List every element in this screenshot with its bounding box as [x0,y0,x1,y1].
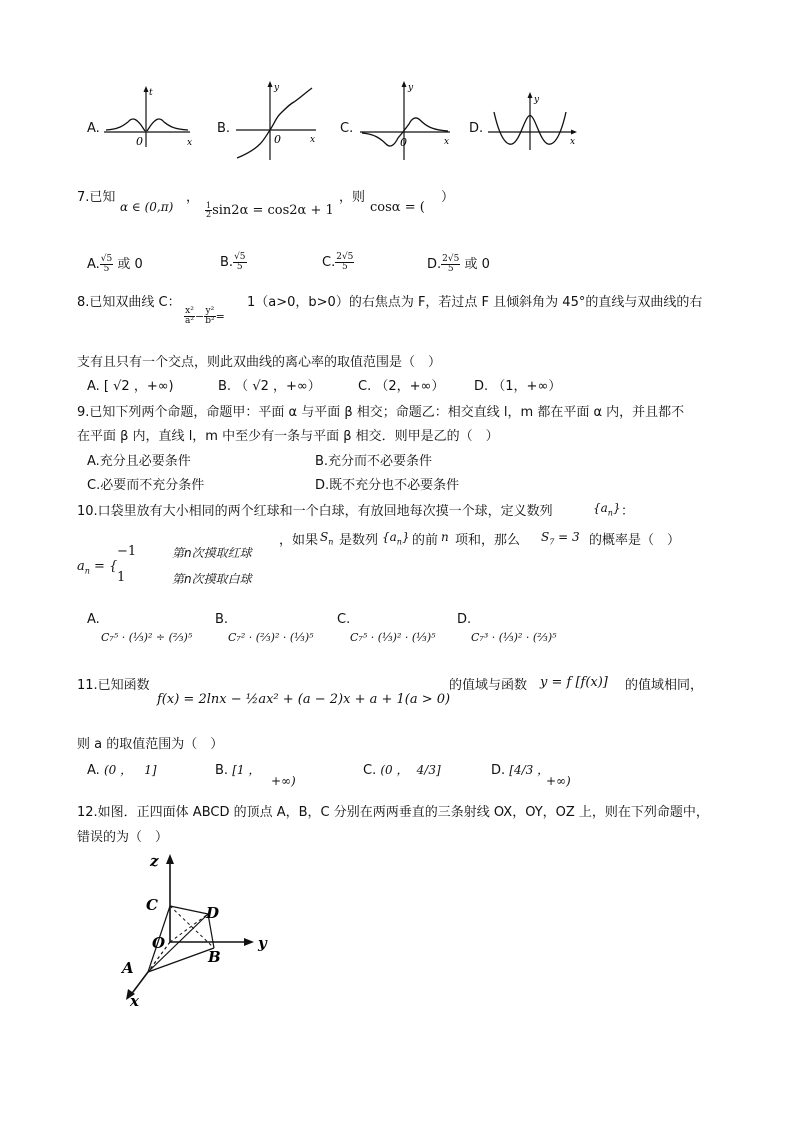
q10-mid: 是数列 [339,533,379,548]
q7-option-d[interactable] [427,253,490,274]
q7-option-d-den: 5 [447,264,454,274]
q7-option-d-label: D. [427,257,442,272]
q11-option-d-label: D. [491,763,506,778]
q9-line1: 9.已知下列两个命题，命题甲：平面 α 与平面 β 相交；命题乙：相交直线 l，m 都在平面 α 内，并且都不 [77,405,685,420]
q12-edge-cd [170,906,208,914]
q6-graph-b-curve [237,88,312,158]
q8-option-b[interactable]: B. （ √2 ，+∞） [218,379,321,394]
q10-option-d-label[interactable]: D. [457,612,472,627]
q6-graph-a-x-label: x [187,138,193,148]
q7-option-b-num: √5 [234,252,246,262]
q12-y-arrow [244,938,254,946]
q6-option-a-label[interactable]: A. [87,121,100,136]
q10-option-a-label[interactable]: A. [87,612,100,627]
q6-graph-d-y-label: y [534,95,540,105]
q10-option-a-expr[interactable]: C₇⁵ · (⅓)² ÷ (⅔)⁵ [101,631,193,644]
q10-option-b-label[interactable]: B. [215,612,229,627]
q7-half-fraction: $\frac{1}{2}$ [206,201,212,219]
q11-end: 的值域相同， [625,678,704,693]
q12-label-b: B [208,948,221,966]
q8-rest: 1（a>0，b>0）的右焦点为 F，若过点 F 且倾斜角为 45°的直线与双曲线的右 [247,295,703,310]
q9-option-c[interactable]: C.必要而不充分条件 [87,478,205,493]
q10-def-lhs: $a_n$ = { [77,559,118,576]
q8-frac-x: $\frac{\text{x²}}{\text{a²}}$ [185,306,194,326]
q12-label-z: z [150,852,159,870]
q7-option-a-label: A. [87,257,100,272]
q8-hyperbola-eq: $\frac{\text{x²}}{\text{a²}}$ − $\frac{\text{y²}}{\text{b²}}$ = [185,306,225,326]
q6-option-b-label[interactable]: B. [217,121,231,136]
q10-option-b-expr[interactable]: C₇² · (⅔)² · (⅓)⁵ [228,631,314,644]
q6-graph-d-x-label: x [570,137,576,147]
q12-label-x: x [130,992,139,1010]
q11-option-b-close: +∞) [271,774,296,788]
q7-option-b-value [233,253,246,272]
q6-graph-c-y-label: y [408,83,414,93]
q7-option-a-num: √5 [100,254,113,264]
q6-graph-b-origin: 0 [274,133,281,146]
q11-option-a[interactable] [87,761,157,778]
q10-option-d-expr[interactable]: C₇³ · (⅓)² · (⅔)⁵ [471,631,557,644]
q8-eq-tail: = [215,310,225,323]
q11-option-c-label: C. [363,763,377,778]
q7-option-d-tail: 或 0 [464,257,490,272]
q11-prefix: 11.已知函数 [77,678,150,693]
q6-graph-a [100,85,196,153]
q8-line2: 支有且只有一个交点，则此双曲线的离心率的取值范围是（ ） [77,355,442,370]
q7-option-c[interactable] [322,253,354,272]
q10-mid2: 的前 [412,533,439,548]
q7-option-b-label: B. [220,255,234,270]
q9-line2: 在平面 β 内，直线 l，m 中至少有一条与平面 β 相交．则甲是乙的（ ） [77,429,499,444]
q7-condition-rest: sin2α = cos2α + 1 [212,203,334,218]
q12-label-o: O [152,934,166,952]
q11-option-a-open: (0 ， [103,763,133,777]
q7-option-a-den: 5 [103,264,110,274]
q7-condition-alpha: α ∈ (0,π) [120,200,174,214]
q6-graph-a-origin: 0 [136,135,143,148]
q7-option-c-label: C. [322,255,336,270]
q11-option-c[interactable] [363,761,441,778]
q11-option-d-open: [4/3 ， [509,763,550,777]
q6-graph-c-x-label: x [444,137,450,147]
q11-mid: 的值域与函数 [449,678,528,693]
q10-case2-value: 1 [117,570,126,585]
q10-sn: $S_n$ [320,530,334,547]
q7-option-b[interactable] [220,253,247,272]
q10-n: n [441,530,449,544]
q10-option-c-expr[interactable]: C₇⁵ · (⅓)² · (⅓)⁵ [350,631,436,644]
q11-composite: y = f [f(x)] [540,675,608,690]
q6-graph-a-curve [106,119,188,131]
q11-function: f(x) = 2lnx − ½ax² + (a − 2)x + a + 1(a > 0) [157,692,451,707]
q6-graph-c [356,80,456,162]
q6-graph-d [486,90,580,152]
q7-option-c-den: 5 [341,262,348,272]
q7-then: ，则 [339,190,366,205]
q10-mid3: 项和，那么 [455,533,521,548]
q12-z-arrow [166,854,174,864]
q11-option-d-close: +∞) [546,774,571,788]
q11-line2: 则 a 的取值范围为（ ） [77,737,224,752]
q8-option-d[interactable]: D. （1，+∞） [474,379,562,394]
q6-option-d-label[interactable]: D. [469,121,484,136]
q7-option-d-value [441,255,460,274]
q10-case2-cond: 第n次摸取白球 [172,572,252,586]
q12-label-d: D [206,904,220,922]
q6-graph-b-y-label: y [274,83,280,93]
q10-line1: 10.口袋里放有大小相同的两个红球和一个白球，有放回地每次摸一个球，定义数列 [77,504,553,519]
q7-option-a[interactable] [87,253,143,274]
q7-option-b-den: 5 [236,262,243,272]
q10-case1-cond: 第n次摸取红球 [172,546,252,560]
q10-seq-ref: $\{a_n\}$ [382,530,410,547]
q7-option-a-tail: 或 0 [117,257,143,272]
q9-option-a[interactable]: A.充分且必要条件 [87,454,191,469]
q8-option-c[interactable]: C. （2，+∞） [358,379,445,394]
q7-paren: ） [441,190,455,205]
q10-option-c-label[interactable]: C. [337,612,351,627]
q7-comma: ， [186,190,200,205]
q12-line2: 错误的为（ ） [77,830,169,845]
q11-option-b[interactable] [215,761,260,778]
q10-line2-if: ，如果 [279,533,319,548]
q6-graph-b [232,80,324,162]
q10-colon: ： [621,504,635,519]
q9-option-d[interactable]: D.既不充分也不必要条件 [315,478,460,493]
q10-end: 的概率是（ ） [589,533,681,548]
q7-ask: cosα = ( [370,200,425,215]
q11-option-b-label: B. [215,763,229,778]
q8-prefix: 8.已知双曲线 C： [77,295,181,310]
q11-option-a-label: A. [87,763,100,778]
q7-option-c-value [335,253,354,272]
q10-s7: $S_7 = 3$ [541,530,580,547]
q7-option-a-value [100,255,113,274]
q12-label-a: A [122,959,134,977]
q12-edge-od-hidden [170,914,208,942]
q11-option-c-open: (0 ， [380,763,409,777]
q6-graph-b-x-label: x [310,135,316,145]
q12-tetrahedron-figure [118,848,278,1010]
q8-frac-y: $\frac{\text{y²}}{\text{b²}}$ [205,306,215,326]
q11-option-d[interactable] [491,761,549,778]
q12-line1: 12.如图．正四面体 ABCD 的顶点 A，B，C 分别在两两垂直的三条射线 OX，OY，OZ 上，则在下列命题中， [77,805,709,820]
q10-case1-value: −1 [117,544,137,559]
q6-graph-c-origin: 0 [400,136,407,149]
q12-label-c: C [146,896,158,914]
q10-seq: $\{a_n\}$ [593,501,621,518]
q7-stem-prefix: 7.已知 [77,190,116,205]
q8-option-a[interactable]: A. [ √2 ，+∞) [87,379,174,394]
q9-option-b[interactable]: B.充分而不必要条件 [315,454,433,469]
q7-option-d-num: 2√5 [442,254,460,264]
q12-label-y: y [258,934,267,952]
q7-condition-eq [205,202,334,219]
q11-option-c-close: 4/3] [416,763,441,777]
q7-option-c-num: 2√5 [336,252,354,262]
q11-option-b-open: [1 ， [232,763,261,777]
q11-option-a-close: 1] [144,763,157,777]
q6-graph-a-y-label: t [149,88,153,98]
q6-option-c-label[interactable]: C. [340,121,354,136]
